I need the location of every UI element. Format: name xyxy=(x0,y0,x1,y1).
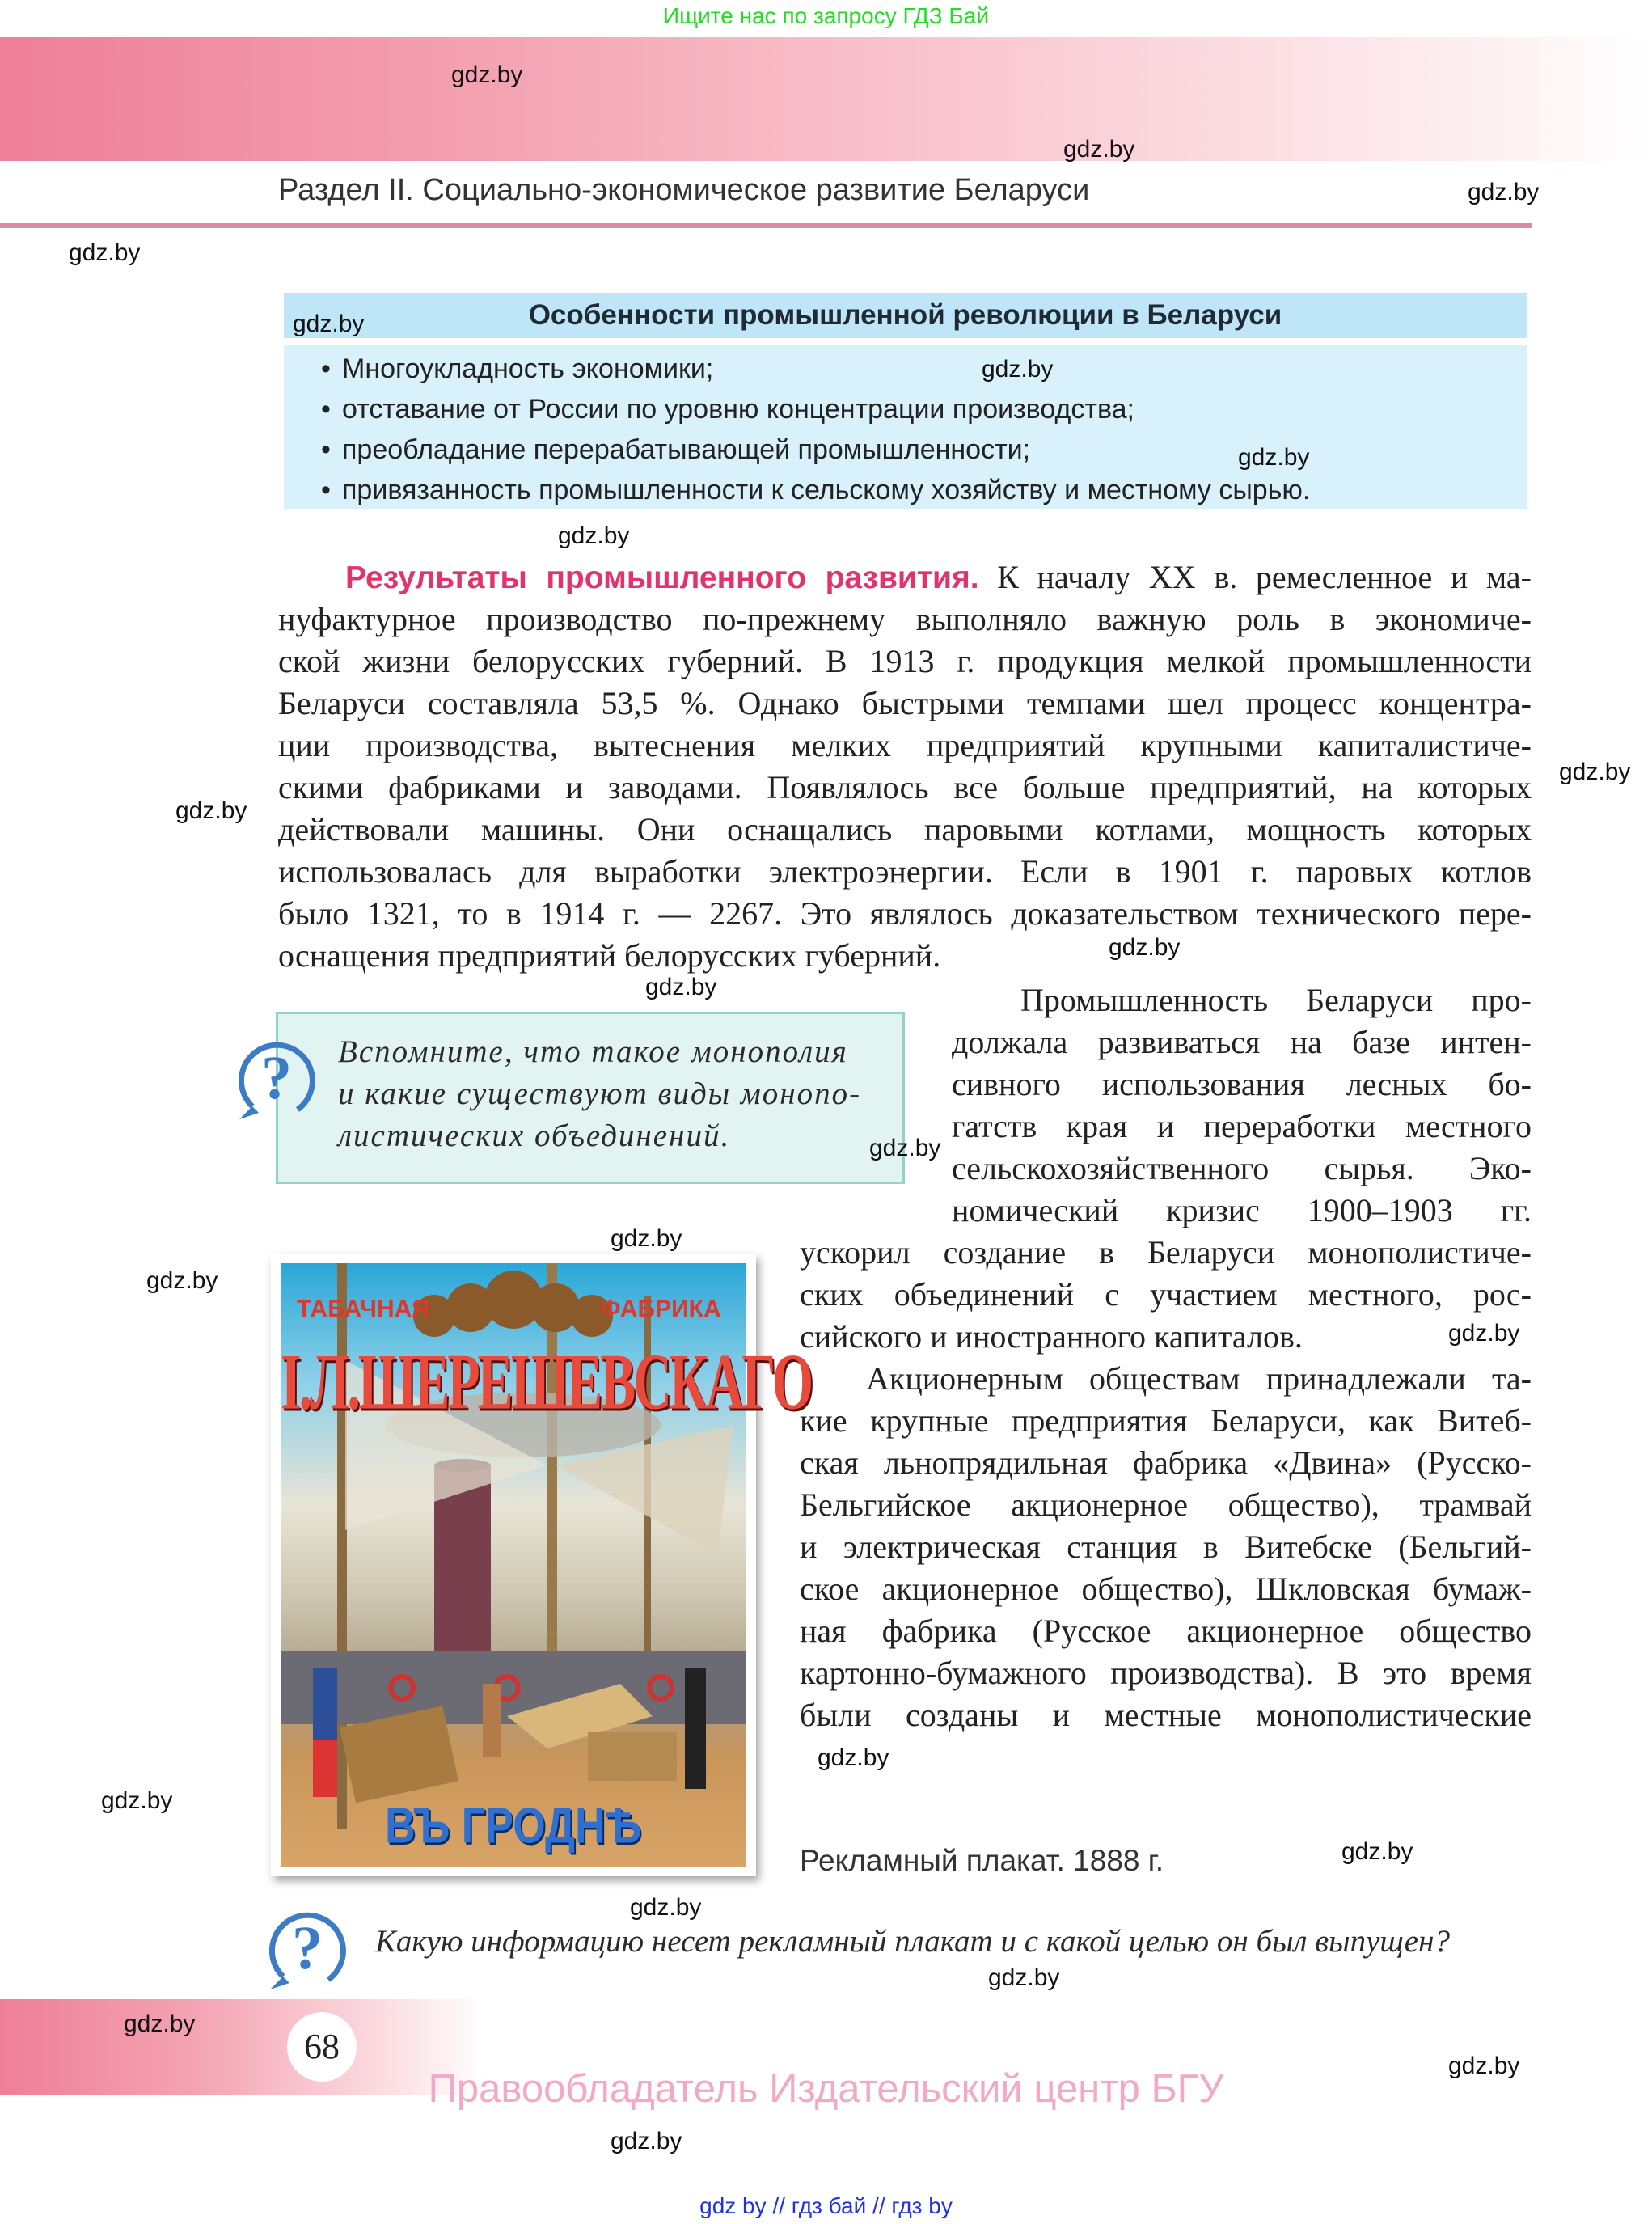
paragraph-line: нуфактурное производство по-прежнему выполняло важную роль в экономиче- xyxy=(278,601,1532,637)
watermark: gdz.by xyxy=(869,1135,941,1161)
paragraph-line: ских объединений с участием местного, рос- xyxy=(800,1276,1532,1313)
callout-line: и какие существуют виды монопо- xyxy=(338,1076,862,1111)
list-item-text: привязанность промышленности к сельскому хозяйству и местному сырью. xyxy=(342,475,1311,505)
paragraph-line: кие крупные предприятия Беларуси, как Витеб- xyxy=(800,1402,1532,1439)
paragraph-line: номический кризис 1900–1903 гг. xyxy=(952,1192,1532,1228)
paragraph-line: сельскохозяйственного сырья. Эко- xyxy=(952,1150,1532,1186)
list-item-text: отставание от России по уровню концентрации производства; xyxy=(342,394,1134,425)
watermark: gdz.by xyxy=(1063,136,1135,163)
svg-text:?: ? xyxy=(261,1044,292,1112)
watermark: gdz.by xyxy=(611,1225,682,1252)
advertising-poster xyxy=(271,1254,812,1876)
paragraph-line: действовали машины. Они оснащались паровыми котлами, мощность которых xyxy=(278,811,1532,848)
callout-line: Вспомните, что такое монополия xyxy=(338,1034,848,1069)
question-icon xyxy=(265,1905,349,1994)
right-column-text xyxy=(800,979,1532,1740)
poster-caption: Рекламный плакат. 1888 г. xyxy=(800,1844,1164,1877)
paragraph-line: гатств края и переработки местного xyxy=(952,1108,1532,1144)
poster-label-left: ТАБАЧНАЯ xyxy=(297,1296,429,1322)
section-title: Раздел II. Социально-экономическое развитие Беларуси xyxy=(278,173,1090,207)
list-item xyxy=(321,394,1134,425)
paragraph-line: ускорил создание в Беларуси монополистиче- xyxy=(800,1234,1532,1271)
paragraph-line: сивного использования лесных бо- xyxy=(952,1066,1532,1102)
paragraph-line: ская льнопрядильная фабрика «Двина» (Русско- xyxy=(800,1444,1532,1481)
poster-city: ВЪ ГРОДНѢ xyxy=(385,1798,642,1854)
site-links[interactable]: gdz by // гдз бай // гдз by xyxy=(699,2193,953,2218)
poster-title: I.Л.ШЕРЕШЕВСКАГО xyxy=(281,1338,812,1427)
question-text: Какую информацию несет рекламный плакат и с какой целью он был выпущен? xyxy=(375,1924,1450,1959)
paragraph-line: Бельгийское акционерное общество), трамвай xyxy=(800,1486,1532,1523)
watermark: gdz.by xyxy=(645,974,717,1000)
watermark: gdz.by xyxy=(146,1267,218,1294)
paragraph-heading: Результаты промышленного развития. xyxy=(345,560,979,595)
question-icon xyxy=(234,1035,319,1124)
watermark: gdz.by xyxy=(611,2128,682,2154)
watermark: gdz.by xyxy=(982,356,1054,383)
bullet: • xyxy=(321,394,331,425)
header-band xyxy=(0,37,1652,161)
search-hint: Ищите нас по запросу ГДЗ Бай xyxy=(662,3,990,28)
paragraph-line: сийского и иностранного капиталов. xyxy=(800,1318,1303,1355)
watermark: gdz.by xyxy=(818,1744,889,1771)
paragraph-line: и электрическая станция в Витебске (Бельгий- xyxy=(800,1528,1532,1565)
watermark: gdz.by xyxy=(451,61,523,88)
paragraph-line: использовалась для выработки электроэнергии. Если в 1901 г. паровых котлов xyxy=(278,853,1532,890)
paragraph-line: Беларуси составляла 53,5 %. Однако быстрыми темпами шел процесс концентра- xyxy=(278,685,1532,721)
bullet: • xyxy=(321,434,331,465)
watermark: gdz.by xyxy=(630,1894,702,1921)
list-item-text: преобладание перерабатывающей промышленности; xyxy=(342,434,1031,465)
watermark: gdz.by xyxy=(988,1964,1060,1991)
bullet: • xyxy=(321,353,331,384)
poster-image xyxy=(281,1263,812,1867)
watermark: gdz.by xyxy=(124,2010,196,2037)
list-item xyxy=(321,475,1310,506)
list-item xyxy=(321,353,713,385)
watermark: gdz.by xyxy=(1559,759,1631,785)
paragraph-line: ской жизни белорусских губерний. В 1913 г. продукция мелкой промышленности xyxy=(278,643,1532,679)
list-item xyxy=(321,434,1030,466)
watermark: gdz.by xyxy=(1341,1838,1413,1865)
paragraph-line: оснащения предприятий белорусских губерний. xyxy=(278,937,941,974)
paragraph-line: ная фабрика (Русское акционерное общество xyxy=(800,1613,1532,1649)
callout-line: листических объединений. xyxy=(338,1118,731,1153)
features-box-title: Особенности промышленной революции в Беларуси xyxy=(284,293,1527,338)
paragraph-line: картонно-бумажного производства). В это время xyxy=(800,1655,1532,1691)
page-number: 68 xyxy=(287,2012,357,2082)
watermark: gdz.by xyxy=(1468,179,1540,205)
copyright-notice: Правообладатель Издательский центр БГУ xyxy=(428,2067,1224,2111)
watermark: gdz.by xyxy=(1448,2053,1520,2079)
watermark: gdz.by xyxy=(1109,934,1181,961)
watermark: gdz.by xyxy=(175,797,247,824)
paragraph-line: ское акционерное общество), Шкловская бумаж- xyxy=(800,1571,1532,1607)
list-item-text: Многоукладность экономики; xyxy=(342,353,714,384)
line-text: К началу XX в. ремесленное и ма- xyxy=(978,559,1532,595)
features-list xyxy=(284,345,1527,509)
paragraph-line: Промышленность Беларуси про- xyxy=(1020,982,1532,1018)
bullet: • xyxy=(321,475,331,505)
watermark: gdz.by xyxy=(558,522,630,549)
svg-text:?: ? xyxy=(292,1914,323,1982)
watermark: gdz.by xyxy=(1448,1320,1520,1347)
paragraph-line: были созданы и местные монополистические xyxy=(800,1697,1532,1733)
paragraph-line: Акционерным обществам принадлежали та- xyxy=(866,1360,1532,1397)
paragraph-line: ции производства, вытеснения мелких предприятий крупными капиталистиче- xyxy=(278,727,1532,763)
paragraph-line: было 1321, то в 1914 г. — 2267. Это являлось доказательством технического пере- xyxy=(278,895,1532,932)
watermark: gdz.by xyxy=(101,1787,173,1814)
poster-label-right: ФАБРИКА xyxy=(600,1296,721,1322)
watermark: gdz.by xyxy=(69,239,141,266)
watermark: gdz.by xyxy=(1238,444,1310,471)
main-paragraph xyxy=(278,556,1532,985)
paragraph-line xyxy=(345,556,1532,598)
paragraph-line: скими фабриками и заводами. Появлялось все больше предприятий, на которых xyxy=(278,769,1532,805)
paragraph-line: должала развиваться на базе интен- xyxy=(952,1024,1532,1060)
watermark: gdz.by xyxy=(293,311,365,337)
header-divider xyxy=(0,223,1532,228)
